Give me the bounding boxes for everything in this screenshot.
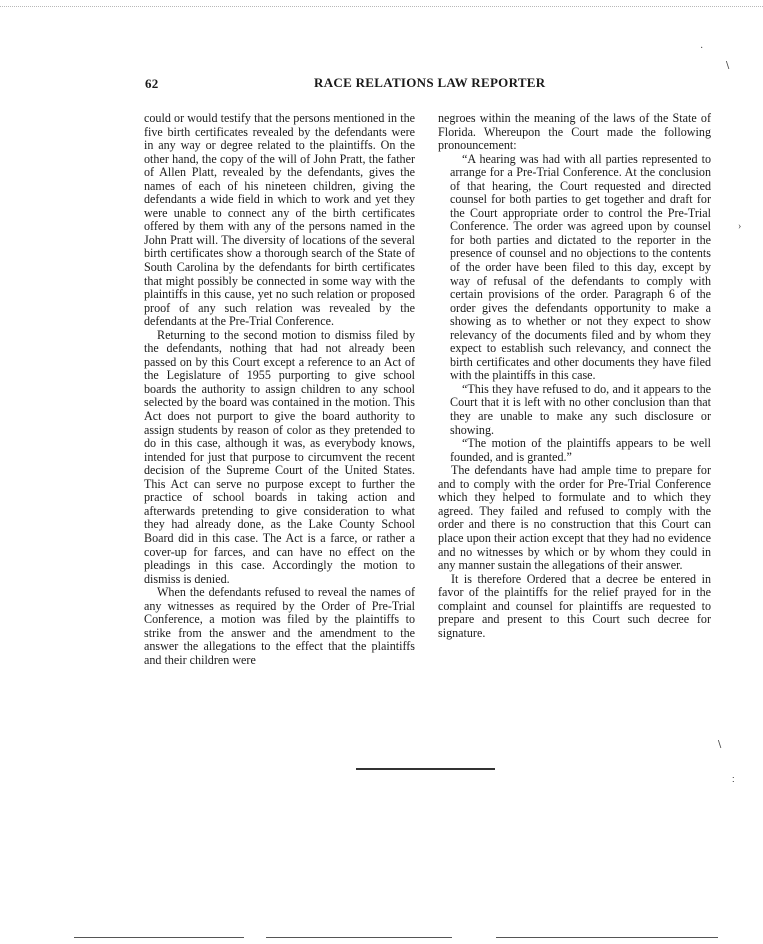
left-paragraph-2: Returning to the second motion to dismiss filed by the defendants, nothing that had not already been passed on by this Court except a reference to an Act of the Legislature of 1955 purporting to give school boards the authority to assign children to any school selected by the board was contained in the motion. This Act does not purport to give the board authority to assign students by reason of color as they pretended to do in this case, although it was, as everybody knows, intended for just that purpose to circumvent the recent decision of the Supreme Court of the United States. This Act can serve no purpose except to further the practice of school boards in taking action and afterwards pretending to give consideration to what they had already done, as the Lake County School Board did in this case. The Act is a farce, or rather a cover-up for farces, and can have no effect on the pleadings in this case. Accordingly the motion to dismiss is denied. bbox=[144, 327, 415, 586]
scan-speck: › bbox=[738, 221, 742, 232]
scan-speck: ∶ bbox=[732, 775, 735, 786]
left-column bbox=[144, 112, 415, 667]
scan-bottom-edge bbox=[74, 937, 244, 938]
left-paragraph-3: When the defendants refused to reveal the names of any witnesses as required by the Order of Pre-Trial Conference, a motion was filed by the plaintiffs to strike from the answer and the amendment to the answer the allegations to the effect that the plaintiffs and their children were bbox=[144, 585, 415, 667]
right-intro-paragraph: negroes within the meaning of the laws of the State of Florida. Whereupon the Court made the following pronouncement: bbox=[438, 111, 711, 153]
scan-speck: ∖ bbox=[724, 61, 731, 72]
court-pronouncement-quote-2: “This they have refused to do, and it appears to the Court that it is left with no other conclusion than that they are unable to make any such disclosure or showing. bbox=[450, 381, 711, 437]
right-column bbox=[438, 112, 711, 640]
scan-bottom-edge bbox=[266, 937, 452, 938]
court-pronouncement-quote-3: “The motion of the plaintiffs appears to be well founded, and is granted.” bbox=[450, 436, 711, 464]
running-head: RACE RELATIONS LAW REPORTER bbox=[314, 75, 546, 90]
page-number: 62 bbox=[145, 76, 159, 91]
scan-speck: ∖ bbox=[716, 740, 723, 751]
court-pronouncement-quote-1: “A hearing was had with all parties represented to arrange for a Pre-Trial Conference. At the conclusion of that hearing, the Court requested and directed counsel for both parties to get together and draft for the Court appropriate order to control the Pre-Trial Conference. The order was agreed upon by counsel for both parties and dictated to the reporter in the presence of counsel and no objections to the contents of the order have been filed to this day, except by way of refusal of the defendants to comply with certain provisions of the order. Paragraph 6 of the order gives the defendants opportunity to make a showing as to whether or not they expect to show relevancy of the documents filed and by whom they expect to establish such relevancy, and connect the birth certificates and other documents they have filed with the plaintiffs in this case. bbox=[450, 151, 711, 383]
scan-top-edge bbox=[0, 6, 763, 7]
left-paragraph-1: could or would testify that the persons mentioned in the five birth certificates revealed by the defendants were in any way or degree related to the plaintiffs. On the other hand, the copy of the will of John Pratt, the father of Allen Platt, revealed by the defendants, gives the names of each of his nineteen children, giving the defendants a wide field in which to work and yet they were unable to connect any of the birth certificates offered by them with any of the persons named in the John Pratt will. The diversity of locations of the several birth certificates show a thorough search of the State of South Carolina by the defendants for birth certificates that might possibly be connected in some way with the plaintiffs in this cause, yet no such relation or proposed proof of any such relation was revealed by the defendants at the Pre-Trial Conference. bbox=[144, 111, 415, 329]
scan-bottom-edge bbox=[496, 937, 718, 938]
right-paragraph-after-quote: The defendants have had ample time to prepare for and to comply with the order for Pre-Trial Conference which they helped to formulate and to which they agreed. They failed and refused to comply with the order and there is no construction that this Court can place upon their action except that they had no evidence and no witnesses by which or by whom they could in any manner sustain the allegations of their answer. bbox=[438, 463, 711, 573]
closing-rule bbox=[356, 768, 495, 770]
order-paragraph: It is therefore Ordered that a decree be entered in favor of the plaintiffs for the relief prayed for in the complaint and counsel for plaintiffs are requested to prepare and present to this Court such decree for signature. bbox=[438, 571, 711, 640]
scan-speck: · bbox=[700, 43, 704, 54]
